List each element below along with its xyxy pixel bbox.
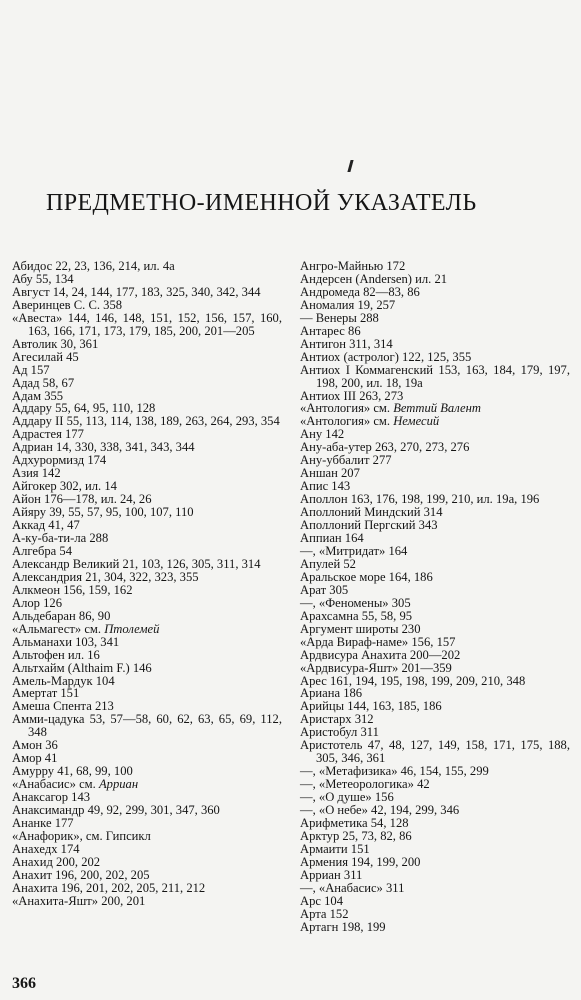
index-entry: Адхурормизд 174 [12, 453, 107, 468]
index-entry: Аншан 207 [300, 466, 360, 481]
index-entry: Анаксимандр 49, 92, 299, 301, 347, 360 [12, 803, 220, 818]
index-entry: Адриан 14, 330, 338, 341, 343, 344 [12, 440, 195, 455]
index-entry: «Анабасис» см. Арриан [12, 777, 139, 792]
index-entry: Андромеда 82—83, 86 [300, 284, 420, 299]
index-entry: Анахит 196, 200, 202, 205 [12, 867, 150, 882]
index-entry: Абидос 22, 23, 136, 214, ил. 4а [12, 259, 175, 273]
index-entry: Адад 58, 67 [12, 375, 75, 390]
index-entry: —, «Анабасис» 311 [300, 880, 405, 895]
index-entry: Арктур 25, 73, 82, 86 [300, 828, 412, 843]
index-entry: Ану-аба-утер 263, 270, 273, 276 [300, 440, 470, 455]
index-entry: Анаксагор 143 [12, 790, 91, 805]
index-entry: Аристарх 312 [300, 712, 374, 727]
italic-reference: Арриан [98, 777, 139, 792]
index-entry: Амор 41 [12, 751, 58, 766]
index-entry: Амель-Мардук 104 [12, 673, 115, 688]
index-entry: Антарес 86 [300, 323, 361, 338]
index-entry: —, «Метафизика» 46, 154, 155, 299 [300, 764, 489, 779]
index-entry: Абу 55, 134 [12, 271, 74, 286]
index-entry: Антиох I Коммагенский 153, 163, 184, 179, 197, 198, 200, ил. 18, 19а [300, 362, 570, 390]
index-entry: Адам 355 [12, 388, 64, 403]
index-entry: Аддару II 55, 113, 114, 138, 189, 263, 264, 293, 354 [12, 414, 280, 429]
italic-reference: Птолемей [104, 621, 160, 636]
index-entry: «Анафорик», см. Гипсикл [12, 828, 151, 843]
page-number: 366 [12, 975, 36, 992]
index-entry: Альманахи 103, 341 [12, 634, 120, 649]
index-entry: Арифметика 54, 128 [300, 815, 409, 830]
index-entry: —, «Митридат» 164 [300, 543, 408, 558]
index-entry: Айон 176—178, ил. 24, 26 [12, 492, 152, 507]
index-entry: Александр Великий 21, 103, 126, 305, 311, 314 [12, 556, 261, 571]
index-entry: Адрастея 177 [12, 427, 84, 442]
index-entry: «Авеста» 144, 146, 148, 151, 152, 156, 157, 160, 163, 166, 171, 173, 179, 185, 200, 201—205 [12, 310, 282, 338]
index-entry: Арс 104 [300, 893, 344, 908]
index-entry: Аполлоний Миндский 314 [300, 505, 443, 520]
index-entry: «Антология» см. Немесий [300, 414, 440, 429]
index-entry: «Анахита-Яшт» 200, 201 [12, 893, 146, 908]
index-entry: Армаити 151 [300, 841, 370, 856]
index-entry: Андерсен (Andersen) ил. 21 [300, 271, 448, 286]
index-entry: «Ардвисура-Яшт» 201—359 [300, 660, 452, 675]
index-entry: «Арда Вираф-наме» 156, 157 [300, 634, 456, 649]
index-entry: Август 14, 24, 144, 177, 183, 325, 340, 342, 344 [12, 284, 261, 299]
index-entry: —, «О душе» 156 [300, 790, 394, 805]
index-column-right [300, 260, 570, 934]
index-entry: Апулей 52 [300, 556, 356, 571]
index-entry: Айгокер 302, ил. 14 [12, 479, 117, 494]
index-entry: Ад 157 [12, 362, 50, 377]
index-entry: Автолик 30, 361 [12, 336, 99, 351]
index-entry: Ангро-Майнью 172 [300, 259, 406, 273]
index-entry: Арес 161, 194, 195, 198, 199, 209, 210, 348 [300, 673, 526, 688]
index-entry: Аргумент широты 230 [300, 621, 421, 636]
ink-mark [347, 160, 353, 172]
index-entry: Айяру 39, 55, 57, 95, 100, 107, 110 [12, 505, 194, 520]
index-entry: Анахита 196, 201, 202, 205, 211, 212 [12, 880, 206, 895]
index-entry: «Антология» см. Веттий Валент [300, 401, 481, 416]
index-entry: Алгебра 54 [12, 543, 73, 558]
index-entry: А-ку-ба-ти-ла 288 [12, 531, 109, 546]
index-entry: Амурру 41, 68, 99, 100 [12, 764, 133, 779]
index-entry: — Венеры 288 [300, 310, 379, 325]
index-entry: Ану-уббалит 277 [300, 453, 392, 468]
page-title: ПРЕДМЕТНО-ИМЕННОЙ УКАЗАТЕЛЬ [46, 190, 477, 216]
index-entry: —, «Метеорологика» 42 [300, 777, 430, 792]
index-column-left [12, 260, 282, 908]
index-entry: «Альмагест» см. Птолемей [12, 621, 160, 636]
index-entry: Ану 142 [300, 427, 345, 442]
index-entry: Александрия 21, 304, 322, 323, 355 [12, 569, 199, 584]
index-entry: Амон 36 [12, 738, 58, 753]
index-entry: Альдебаран 86, 90 [12, 608, 111, 623]
index-entry: Аномалия 19, 257 [300, 297, 396, 312]
index-entry: Анахид 200, 202 [12, 854, 101, 869]
index-entry: Армения 194, 199, 200 [300, 854, 421, 869]
italic-reference: Немесий [393, 414, 440, 429]
index-entry: Арат 305 [300, 582, 349, 597]
index-entry: Антигон 311, 314 [300, 336, 393, 351]
index-entry: Аристобул 311 [300, 725, 379, 740]
index-entry: Аполлон 163, 176, 198, 199, 210, ил. 19а, 196 [300, 492, 540, 507]
index-entry: Аристотель 47, 48, 127, 149, 158, 171, 175, 188, 305, 346, 361 [300, 738, 570, 766]
index-entry: Ариана 186 [300, 686, 363, 701]
index-entry: Арриан 311 [300, 867, 363, 882]
index-entry: Амертат 151 [12, 686, 80, 701]
index-entry: Анахедх 174 [12, 841, 80, 856]
index-entry: Аполлоний Пергский 343 [300, 518, 438, 533]
index-entry: Амеша Спента 213 [12, 699, 114, 714]
index-entry: Апис 143 [300, 479, 351, 494]
index-entry: Антиох (астролог) 122, 125, 355 [300, 349, 472, 364]
index-entry: Ардвисура Анахита 200—202 [300, 647, 461, 662]
index-entry: Агесилай 45 [12, 349, 79, 364]
index-entry: —, «Феномены» 305 [300, 595, 411, 610]
index-entry: Альтхайм (Althaim F.) 146 [12, 660, 152, 675]
index-entry: Арта 152 [300, 906, 349, 921]
index-entry: Алкмеон 156, 159, 162 [12, 582, 133, 597]
italic-reference: Веттий Валент [393, 401, 481, 416]
index-entry: Альтофен ил. 16 [12, 647, 100, 662]
index-entry: Ананке 177 [12, 815, 74, 830]
index-entry: Аддару 55, 64, 95, 110, 128 [12, 401, 156, 416]
index-entry: Амми-цадука 53, 57—58, 60, 62, 63, 65, 69, 112, 348 [12, 712, 282, 740]
index-entry: Аральское море 164, 186 [300, 569, 433, 584]
index-entry: Аверинцев С. С. 358 [12, 297, 123, 312]
index-entry: Арийцы 144, 163, 185, 186 [300, 699, 442, 714]
index-entry: Азия 142 [12, 466, 61, 481]
index-entry: Антиох III 263, 273 [300, 388, 404, 403]
index-entry: —, «О небе» 42, 194, 299, 346 [300, 803, 460, 818]
index-entry: Алор 126 [12, 595, 63, 610]
index-entry: Аппиан 164 [300, 531, 364, 546]
index-entry: Арахсамна 55, 58, 95 [300, 608, 413, 623]
index-entry: Аккад 41, 47 [12, 518, 80, 533]
index-entry: Артагн 198, 199 [300, 919, 386, 934]
